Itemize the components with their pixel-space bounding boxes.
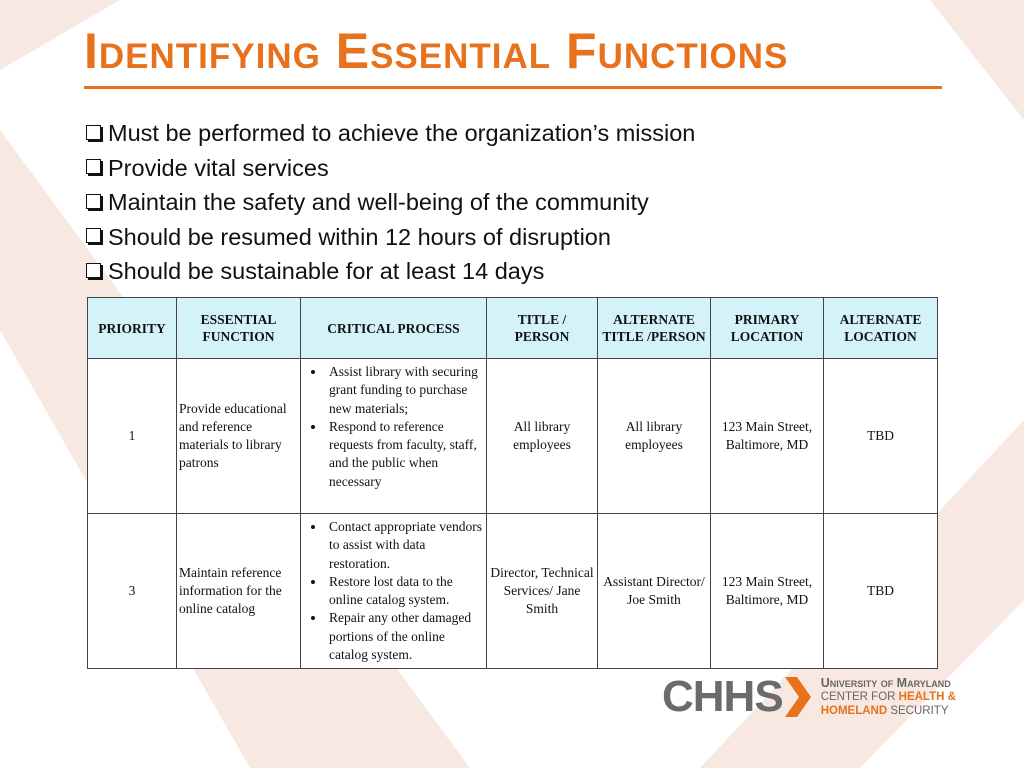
- bullet-item: [84, 151, 695, 186]
- header-primary-location: PRIMARY LOCATION: [711, 298, 824, 359]
- checkbox-bullet-icon: [86, 263, 101, 278]
- cell-primary-location: 123 Main Street, Baltimore, MD: [711, 359, 824, 514]
- cell-essential-function: Provide educational and reference materials to library patrons: [177, 359, 301, 514]
- bullet-item: [84, 254, 695, 289]
- bullet-item: [84, 185, 695, 220]
- process-item: Repair any other damaged portions of the online catalog system.: [303, 609, 484, 664]
- header-critical-process: CRITICAL PROCESS: [301, 298, 487, 359]
- header-essential-function: ESSENTIAL FUNCTION: [177, 298, 301, 359]
- cell-essential-function: Maintain reference information for the online catalog: [177, 514, 301, 669]
- bullet-text: Provide vital services: [108, 154, 329, 181]
- bullet-text: Should be resumed within 12 hours of disruption: [108, 223, 611, 250]
- process-item: Contact appropriate vendors to assist with data restoration.: [303, 518, 484, 573]
- checkbox-bullet-icon: [86, 125, 101, 140]
- logo-text: [821, 676, 956, 718]
- cell-primary-location: 123 Main Street, Baltimore, MD: [711, 514, 824, 669]
- cell-alternate-title-person: Assistant Director/ Joe Smith: [598, 514, 711, 669]
- cell-title-person: All library employees: [487, 359, 598, 514]
- process-item: Respond to reference requests from faculty, staff, and the public when necessary: [303, 418, 484, 491]
- logo-university: University of Maryland: [820, 676, 951, 690]
- page-title: Identifying Essential Functions: [84, 23, 789, 79]
- process-item: Assist library with securing grant funding to purchase new materials;: [303, 363, 484, 418]
- process-item: Restore lost data to the online catalog system.: [303, 573, 484, 610]
- cell-priority: 1: [88, 359, 177, 514]
- cell-critical-process: [301, 514, 487, 669]
- bullet-text: Should be sustainable for at least 14 days: [108, 258, 545, 284]
- table-header-row: [88, 298, 938, 359]
- cell-title-person: Director, Technical Services/ Jane Smith: [487, 514, 598, 669]
- header-priority: PRIORITY: [88, 298, 177, 359]
- chhs-logo: [662, 672, 956, 721]
- cell-alternate-location: TBD: [824, 514, 938, 669]
- logo-wordmark: CHHS: [662, 672, 783, 721]
- table-row: [88, 359, 938, 514]
- essential-functions-table: [87, 297, 938, 669]
- table-row: [88, 514, 938, 669]
- bullet-text: Must be performed to achieve the organization’s mission: [108, 120, 696, 146]
- header-alternate-title-person: ALTERNATE TITLE /PERSON: [598, 298, 711, 359]
- header-alternate-location: ALTERNATE LOCATION: [824, 298, 938, 359]
- cell-critical-process: [301, 359, 487, 514]
- cell-alternate-location: TBD: [824, 359, 938, 514]
- logo-center-line: CENTER FOR HEALTH &: [820, 691, 956, 703]
- bullet-item: [84, 220, 695, 255]
- bullet-text: Maintain the safety and well-being of the community: [108, 189, 649, 215]
- bullet-item: [84, 116, 695, 151]
- header-title-person: TITLE / PERSON: [487, 298, 598, 359]
- cell-alternate-title-person: All library employees: [598, 359, 711, 514]
- title-underline: [84, 86, 942, 89]
- logo-homeland-line: HOMELAND SECURITY: [820, 705, 949, 717]
- cell-priority: 3: [88, 514, 177, 669]
- checkbox-bullet-icon: [86, 228, 101, 243]
- checkbox-bullet-icon: [86, 194, 101, 209]
- checkbox-bullet-icon: [86, 159, 101, 174]
- chevron-right-icon: [785, 677, 811, 717]
- bullet-list: [84, 116, 695, 289]
